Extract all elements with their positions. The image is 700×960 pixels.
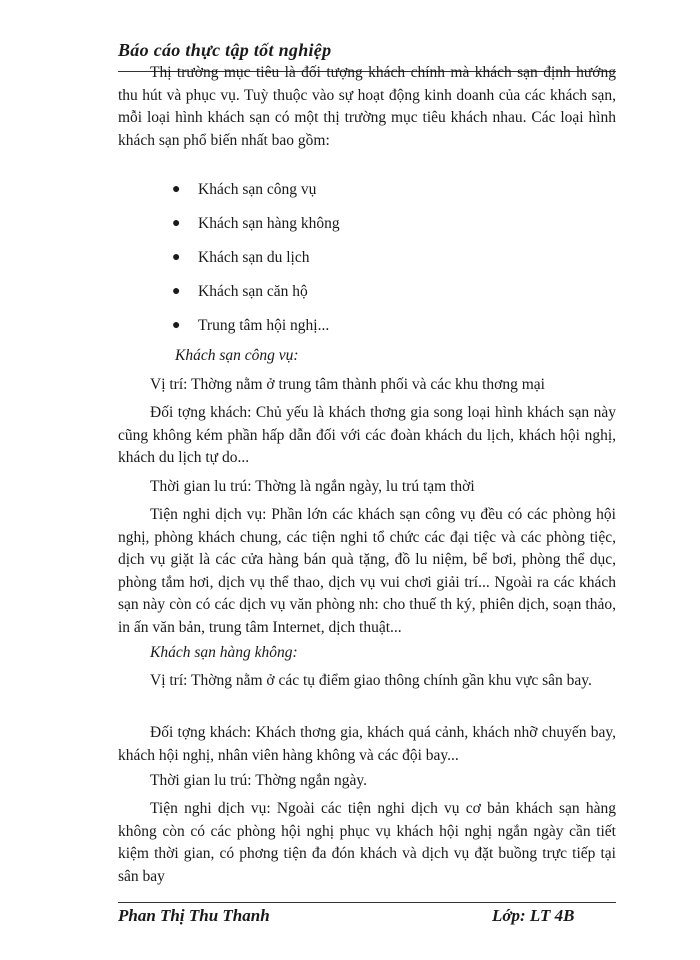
footer-author-name: Phan Thị Thu Thanh xyxy=(118,906,270,925)
bullet-icon: ● xyxy=(172,182,181,197)
footer-class: Lớp: LT 4B xyxy=(492,906,575,925)
section-heading-airport-hotel: Khách sạn hàng không: xyxy=(150,644,298,661)
business-location: Vị trí: Thờng nằm ở trung tâm thành phối và các khu thơng mại xyxy=(150,376,545,393)
business-amenities: Tiện nghi dịch vụ: Phần lớn các khách sạn công vụ đều có các phòng hội nghị, phòng khách chung, các tiện nghi tổ chức các đại tiệc và các phòng tiệc, dịch vụ giặt là các cửa hàng bán quà tặng, đồ lu niệm, bể bơi, phòng thể dục, phòng tắm hơi, dịch vụ thể thao, dịch vụ vui chơi giải trí... Ngoài ra các khách sạn này còn có các dịch vụ văn phòng nh: cho thuế th ký, phiên dịch, soạn thảo, in ấn văn bản, trung tâm Internet, dịch thuật... xyxy=(118,506,616,636)
airport-guests: Đối tợng khách: Khách thơng gia, khách quá cảnh, khách nhỡ chuyến bay, khách hội nghị, nhân viên hàng không và các đội bay... xyxy=(118,724,616,764)
business-guests: Đối tợng khách: Chủ yếu là khách thơng gia song loại hình khách sạn này cũng không kém phần hấp dẫn đối với các đoàn khách du lịch, khách hội nghị, khách du lịch tự do... xyxy=(118,404,616,466)
airport-stay: Thời gian lu trú: Thờng ngắn ngày. xyxy=(150,772,367,789)
bullet-icon: ● xyxy=(172,250,181,265)
footer-divider xyxy=(118,902,616,903)
bullet-icon: ● xyxy=(172,284,181,299)
bullet-icon: ● xyxy=(172,216,181,231)
page-header-title: Báo cáo thực tập tốt nghiệp xyxy=(118,40,332,60)
airport-location: Vị trí: Thờng nằm ở các tụ điểm giao thông chính gần khu vực sân bay. xyxy=(150,672,592,689)
intro-paragraph: Thị trường mục tiêu là đối tượng khách chính mà khách sạn định hướng thu hút và phục vụ. Tuỳ thuộc vào sự hoạt động kinh doanh của các khách sạn, mỗi loại hình khách sạn có một thị trường mục tiêu khách nhau. Các loại hình khách sạn phổ biến nhất bao gồm: xyxy=(118,64,616,149)
bullet-icon: ● xyxy=(172,318,181,333)
airport-amenities: Tiện nghi dịch vụ: Ngoài các tiện nghi dịch vụ cơ bản khách sạn hàng không còn có các phòng hội nghị phục vụ khách hội nghị ngắn ngày cần tiết kiệm thời gian, có phơng tiện đa đón khách và dịch vụ đặt buồng trực tiếp tại sân bay xyxy=(118,800,616,885)
business-stay: Thời gian lu trú: Thờng là ngắn ngày, lu trú tạm thời xyxy=(150,478,475,495)
section-heading-business-hotel: Khách sạn công vụ: xyxy=(175,347,299,364)
